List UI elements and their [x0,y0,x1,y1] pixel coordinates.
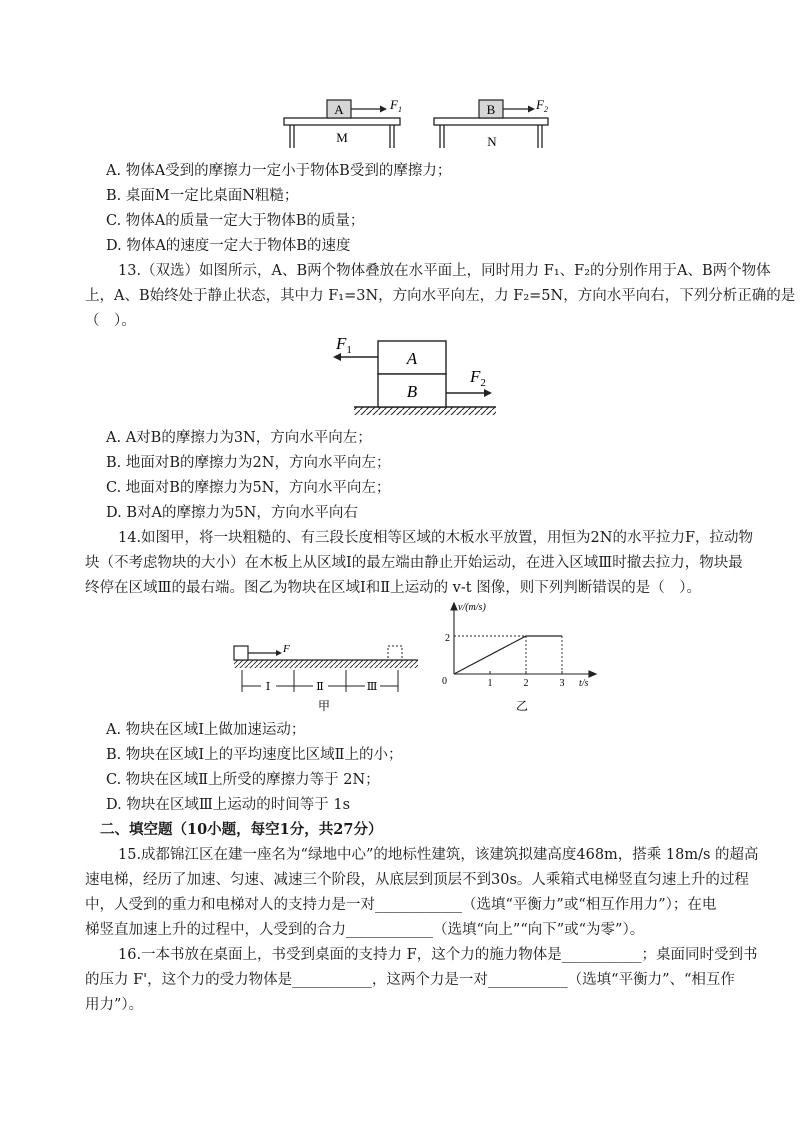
q14-stem-line-3: 终停在区域Ⅲ的最右端。图乙为物块在区域Ⅰ和Ⅱ上运动的 v-t 图像，则下列判断错误的是（ ）。 [85,580,701,596]
q15-line-3: 中，人受到的重力和电梯对人的支持力是一对____________（选填“平衡力”或“相互作用力”）；在电 [85,897,717,913]
force-f1-label: $F_1$ [336,334,352,356]
q13-option-b: B. 地面对B的摩擦力为2N，方向水平向左； [106,455,391,471]
vt-origin: 0 [442,676,447,687]
q13-option-c: C. 地面对B的摩擦力为5N，方向水平向左； [106,480,391,496]
force-f1-arrow [333,353,378,361]
vt-axes [451,603,596,677]
figure-yi-caption: 乙 [515,699,529,713]
block-a-label: A [406,349,418,368]
figure-q13-stacked-blocks [330,332,510,422]
table-m-label: M [336,130,348,145]
q14-option-a: A. 物块在区域Ⅰ上做加速运动； [106,722,306,738]
vt-ylabel: v/(m/s) [458,602,486,613]
force-label: F [283,643,290,655]
vt-series-line [454,636,562,674]
q13-option-d: D. B对A的摩擦力为5N，方向水平向右 [106,505,358,521]
force-arrow [248,650,282,656]
q12-option-c: C. 物体A的质量一定大于物体B的质量； [106,213,365,229]
q16-line-1: 16.一本书放在桌面上，书受到桌面的支持力 F，这个力的施力物体是___________；桌面同时受到书 [118,947,758,963]
figure-q12-tables [280,94,560,154]
vt-x-tick-label: 2 [523,678,529,689]
force-f2-label: $F_2$ [536,97,548,114]
region-1-label: Ⅰ [265,681,271,693]
q14-stem-line-1: 14.如图甲，将一块粗糙的、有三段长度相等区域的木板水平放置，用恒为2N的水平拉力F，拉动物 [118,530,754,546]
q14-option-c: C. 物块在区域Ⅱ上所受的摩擦力等于 2N； [106,772,380,788]
ground [354,407,496,415]
vt-xlabel: t/s [579,678,589,689]
force-f2-arrow [503,106,535,113]
q12-option-d: D. 物体A的速度一定大于物体B的速度 [106,238,351,254]
table-n-label: N [487,134,497,149]
vt-y-tick-2: 2 [445,633,450,644]
q13-stem-line-3: （ ）。 [85,313,136,329]
q12-option-a: A. 物体A受到的摩擦力一定小于物体B受到的摩擦力； [106,163,452,179]
figure-q14-jia [228,640,428,715]
q15-line-2: 速电梯，经历了加速、匀速、减速三个阶段，从底层到顶层不到30s。人乘箱式电梯竖直匀速上升的过程 [85,872,749,888]
q13-stem-line-2: 上，A、B始终处于静止状态，其中力 F₁=3N，方向水平向左，力 F₂=5N，方向水平向右，下列分析正确的是 [85,288,796,304]
force-f1-arrow [351,106,387,113]
q14-option-d: D. 物块在区域Ⅲ上运动的时间等于 1s [106,797,351,813]
figure-jia-caption: 甲 [317,699,331,713]
vt-x-tick-label: 3 [559,678,565,689]
force-f2-label: $F_2$ [470,367,486,389]
q15-line-4: 梯竖直加速上升的过程中，人受到的合力____________（选填“向上”“向下”或“为零”）。 [85,922,645,938]
section-heading: 二、填空题（10小题，每空1分，共27分） [100,821,383,838]
q14-stem-line-2: 块（不考虑物块的大小）在木板上从区域Ⅰ的最左端由静止开始运动，在进入区域Ⅲ时撤去拉力，物块最 [85,555,743,571]
q15-line-1: 15.成都锦江区在建一座名为“绿地中心”的地标性建筑，该建筑拟建高度468m，搭乘 18m/s 的超高 [118,847,759,863]
vt-guide-lines [454,636,562,674]
block-b-label: B [486,102,496,117]
force-f1-label: $F_1$ [390,97,402,114]
block-b-label: B [406,382,418,401]
force-f2-arrow [446,389,492,397]
block-start [234,646,248,660]
block-a-label: A [334,102,344,117]
block-end [388,646,402,660]
q13-stem-line-1: 13.（双选）如图所示，A、B两个物体叠放在水平面上，同时用力 F₁、F₂的分别作用于A、B两个物体 [118,263,771,279]
board [234,660,418,668]
q16-line-3: 用力”）。 [85,997,144,1013]
vt-x-tick-label: 1 [487,678,493,689]
q16-line-2: 的压力 F'，这个力的受力物体是___________，这两个力是一对___________（选填“平衡力”、“相互作 [85,972,735,988]
figure-q14-yi-vt-chart [434,600,604,715]
q13-option-a: A. A对B的摩擦力为3N，方向水平向左； [106,430,372,446]
region-2-label: Ⅱ [316,681,324,693]
q14-option-b: B. 物块在区域Ⅰ上的平均速度比区域Ⅱ上的小； [106,747,403,763]
region-3-label: Ⅲ [366,681,378,693]
q12-option-b: B. 桌面M一定比桌面N粗糙； [106,188,299,204]
